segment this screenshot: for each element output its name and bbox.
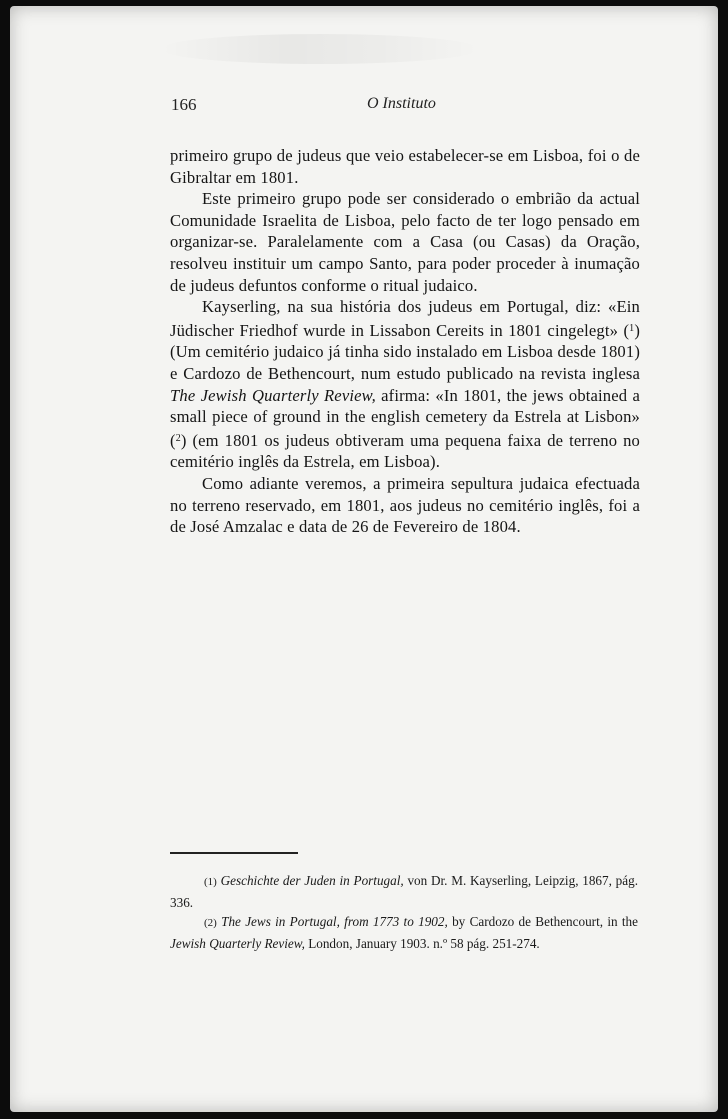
journal-title: The Jewish Quarterly Review, <box>170 385 376 405</box>
footnote-2-journal: Jewish Quarterly Review, <box>170 935 305 951</box>
footnote-1-text: von Dr. M. Kayserling, Leipzig, 1867, pág. 336. <box>170 873 639 910</box>
paragraph-2: Este primeiro grupo pode ser considerado o embrião da actual Comunidade Israelita de Lisboa, pelo facto de ter logo pensado em organizar-se. Paralelamente com a Casa (ou Casas) da Oração, resolveu instituir um campo Santo, para poder proceder à inumação de judeus defuntos conforme o ritual judaico. <box>170 189 640 295</box>
paragraph-3 <box>170 296 640 473</box>
paragraph-1: primeiro grupo de judeus que veio estabelecer-se em Lisboa, foi o de Gibraltar em 1801. <box>170 146 640 187</box>
footnote-2 <box>170 912 638 953</box>
footnote-2-mark: (2) <box>204 917 217 929</box>
footnote-1-mark: (1) <box>204 876 217 888</box>
running-head <box>171 95 641 119</box>
p3-text-d: ) (em 1801 os judeus obtiveram uma pequena faixa de terreno no cemitério inglês da Estrela, em Lisboa). <box>170 430 640 472</box>
paragraph-4: Como adiante veremos, a primeira sepultura judaica efectuada no terreno reservado, em 1801, aos judeus no cemitério inglês, foi a de José Amzalac e data de 26 de Fevereiro de 1804. <box>170 473 640 537</box>
running-title: O Instituto <box>367 95 436 112</box>
body-text <box>170 145 640 538</box>
footnote-1 <box>170 871 638 912</box>
footnote-divider <box>170 852 298 854</box>
p3-text-a: Kayserling, na sua história dos judeus em Portugal, diz: «Ein Jüdischer Friedhof wurde in Lissabon Cereits in 1801 cingelegt» ( <box>170 297 640 340</box>
footnotes <box>170 871 638 953</box>
footnote-ref-2[interactable]: 2 <box>175 432 181 444</box>
footnote-2-text-a: by Cardozo de Bethencourt, in the <box>447 914 638 929</box>
footnote-1-title: Geschichte der Juden in Portugal, <box>220 873 404 888</box>
footnote-ref-1[interactable]: 1 <box>629 322 635 334</box>
footnote-2-title: The Jews in Portugal, from 1773 to 1902, <box>221 914 448 929</box>
footnote-2-text-b: London, January 1903. n.º 58 pág. 251-274. <box>304 935 540 951</box>
p3-text-c: afirma: «In 1801, the jews obtained a small piece of ground in the english cemetery da Estrela at Lisbon» ( <box>170 385 641 450</box>
p3-text-b: ) (Um cemitério judaico já tinha sido instalado em Lisboa desde 1801) e Cardozo de Bethencourt, num estudo publicado na revista inglesa <box>170 320 640 383</box>
page-number: 166 <box>171 95 197 114</box>
paper-stain <box>160 34 480 64</box>
